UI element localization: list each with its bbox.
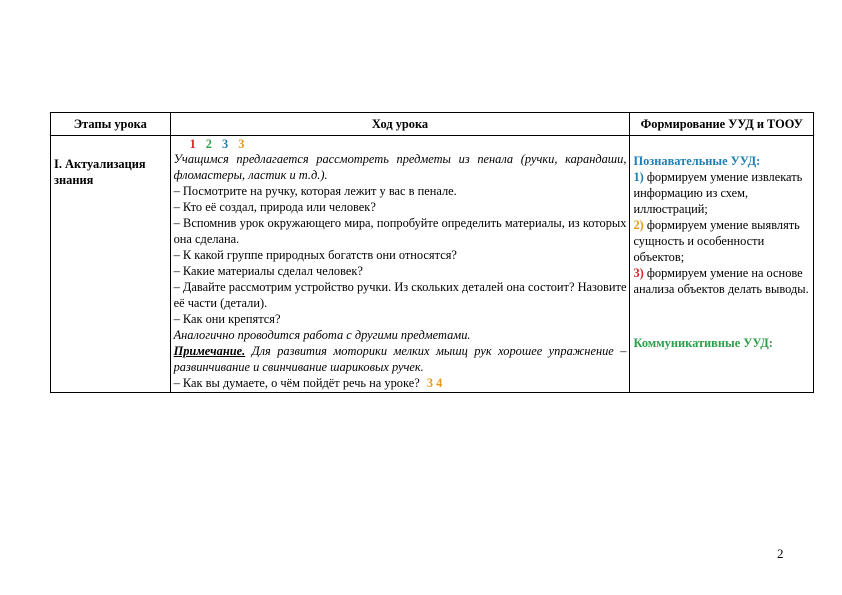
marker-orange: 3 xyxy=(426,376,434,390)
uud-item xyxy=(633,169,810,217)
intro-text: Учащимся предлагается рассмотреть предметы из пенала (ручки, карандаши, фломастеры, ластик и т.д.). xyxy=(173,152,627,182)
question-line: – К какой группе природных богатств они относятся? xyxy=(173,248,457,262)
marker-green: 2 xyxy=(205,137,212,151)
question-line xyxy=(174,375,627,391)
communicative-uud-title: Коммуникативные УУД: xyxy=(633,336,773,350)
table-row xyxy=(51,136,814,393)
question-text: – Как вы думаете, о чём пойдёт речь на уроке? xyxy=(173,376,420,390)
color-markers xyxy=(174,137,627,151)
uud-item xyxy=(633,217,810,265)
uud-item-text: формируем умение извлекать информацию из схем, иллюстраций; xyxy=(633,170,803,216)
question-line: – Посмотрите на ручку, которая лежит у вас в пенале. xyxy=(173,184,457,198)
uud-item-number: 3) xyxy=(633,266,644,280)
uud-item-text: формируем умение на основе анализа объектов делать выводы. xyxy=(633,266,809,296)
uud-item-number: 1) xyxy=(633,170,644,184)
question-line: – Как они крепятся? xyxy=(173,312,281,326)
question-line: – Какие материалы сделал человек? xyxy=(173,264,363,278)
uud-cell xyxy=(630,136,814,393)
note-body: Для развития моторики мелких мышц рук хорошее упражнение – развинчивание и свинчивание шариковых ручек. xyxy=(173,344,627,374)
lesson-flow-cell xyxy=(170,136,630,393)
stage-cell: I. Актуализация знания xyxy=(51,136,171,393)
uud-item-text: формируем умение выявлять сущность и особенности объектов; xyxy=(633,218,800,264)
table-header-row xyxy=(51,113,814,136)
marker-blue: 3 xyxy=(222,137,229,151)
question-line: – Вспомнив урок окружающего мира, попробуйте определить материалы, из которых она сделана. xyxy=(173,216,627,246)
header-uud: Формирование УУД и ТООУ xyxy=(630,113,814,136)
marker-red: 1 xyxy=(189,137,196,151)
header-stages: Этапы урока xyxy=(51,113,171,136)
question-line: – Кто её создал, природа или человек? xyxy=(173,200,376,214)
marker-orange: 3 xyxy=(238,137,245,151)
uud-item xyxy=(633,265,810,297)
marker-orange: 4 xyxy=(436,376,443,390)
uud-item-number: 2) xyxy=(633,218,644,232)
analog-text: Аналогично проводится работа с другими предметами. xyxy=(173,328,471,342)
lesson-table xyxy=(50,112,814,393)
note-label: Примечание. xyxy=(173,344,246,358)
question-line: – Давайте рассмотрим устройство ручки. Из скольких деталей она состоит? Назовите её части (детали). xyxy=(173,280,627,310)
page-number: 2 xyxy=(777,546,784,561)
note-text xyxy=(174,343,627,375)
header-lesson-flow: Ход урока xyxy=(170,113,630,136)
cognitive-uud-title: Познавательные УУД: xyxy=(633,154,761,168)
